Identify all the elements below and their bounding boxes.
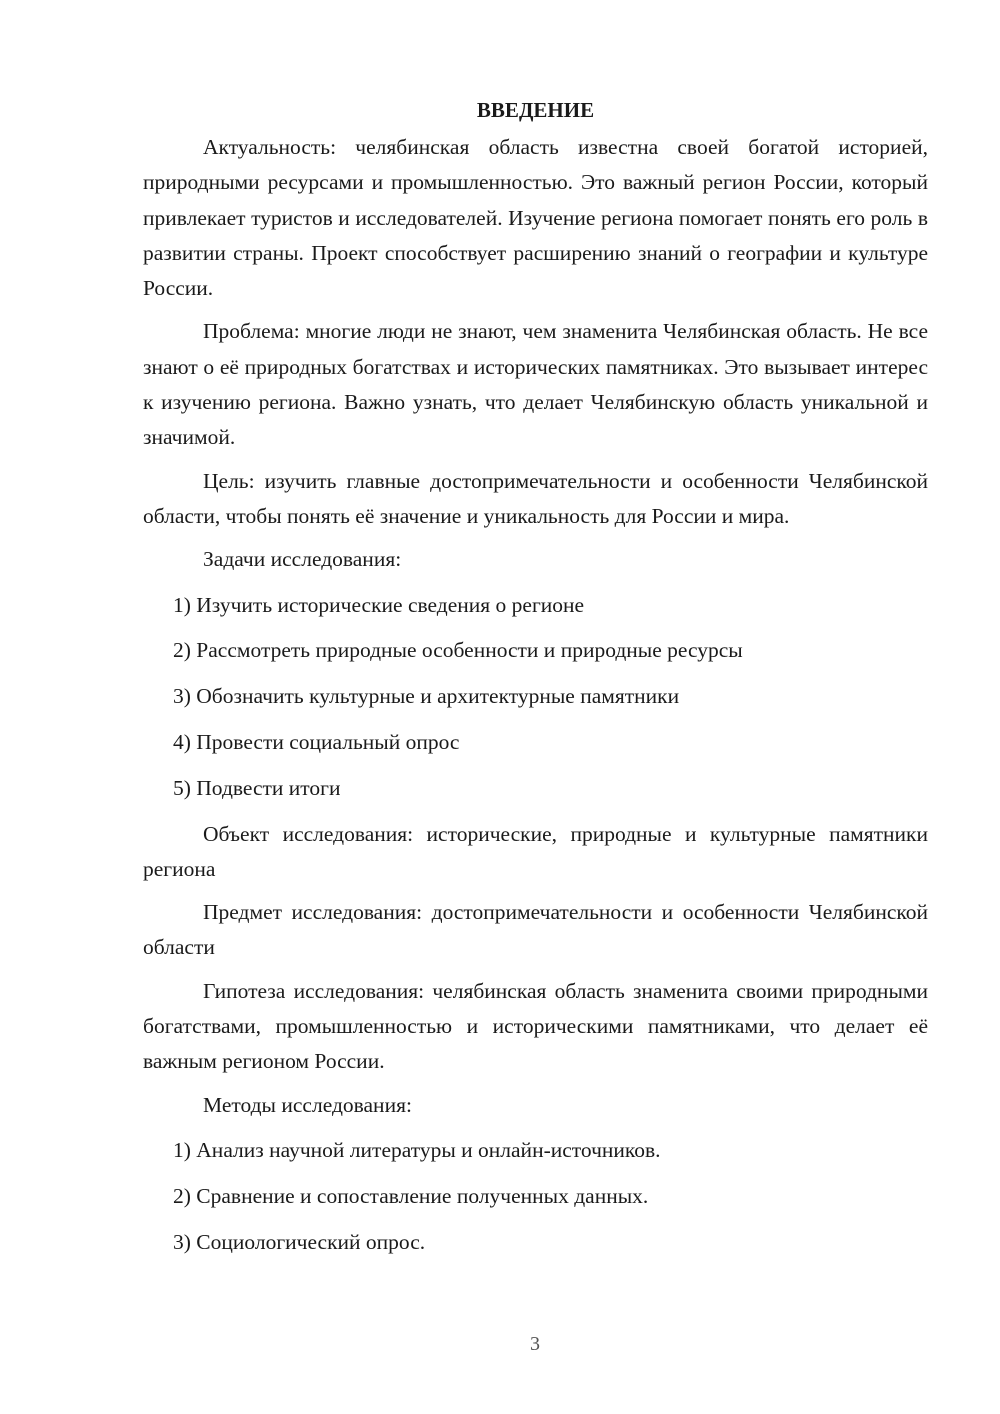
list-item: 5) Подвести итоги bbox=[173, 775, 341, 800]
list-item: 3) Обозначить культурные и архитектурные памятники bbox=[173, 684, 680, 709]
hypothesis-paragraph: Гипотеза исследования: челябинская область знаменита своими природными богатствами, промышленностью и историческими памятниками, что делает её важным регионом России. bbox=[143, 978, 928, 1074]
object-paragraph: Объект исследования: исторические, природные и культурные памятники региона bbox=[143, 821, 928, 881]
page-title: ВВЕДЕНИЕ bbox=[476, 98, 595, 122]
document-page bbox=[143, 92, 928, 1270]
tasks-list bbox=[143, 588, 928, 806]
page-number: 3 bbox=[530, 1333, 540, 1355]
list-item: 4) Провести социальный опрос bbox=[173, 729, 460, 754]
subject-paragraph: Предмет исследования: достопримечательности и особенности Челябинской области bbox=[143, 900, 928, 960]
problem-paragraph: Проблема: многие люди не знают, чем знаменита Челябинская область. Не все знают о её природных богатствах и исторических памятниках. Это вызывает интерес к изучению региона. Важно узнать, что делает Челябинскую область уникальной и значимой. bbox=[143, 319, 928, 450]
list-item: 1) Изучить исторические сведения о регионе bbox=[173, 592, 585, 617]
methods-list bbox=[143, 1133, 928, 1260]
list-item: 3) Социологический опрос. bbox=[173, 1229, 426, 1254]
list-item: 1) Анализ научной литературы и онлайн-источников. bbox=[173, 1137, 661, 1162]
goal-paragraph: Цель: изучить главные достопримечательности и особенности Челябинской области, чтобы понять её значение и уникальность для России и мира. bbox=[143, 468, 928, 528]
relevance-paragraph: Актуальность: челябинская область известна своей богатой историей, природными ресурсами и промышленностью. Это важный регион России, который привлекает туристов и исследователей. Изучение региона помогает понять его роль в развитии страны. Проект способствует расширению знаний о географии и культуре России. bbox=[143, 135, 928, 301]
list-item: 2) Рассмотреть природные особенности и природные ресурсы bbox=[173, 638, 743, 663]
tasks-heading: Задачи исследования: bbox=[203, 547, 402, 572]
methods-heading: Методы исследования: bbox=[203, 1092, 412, 1117]
list-item: 2) Сравнение и сопоставление полученных данных. bbox=[173, 1183, 649, 1208]
